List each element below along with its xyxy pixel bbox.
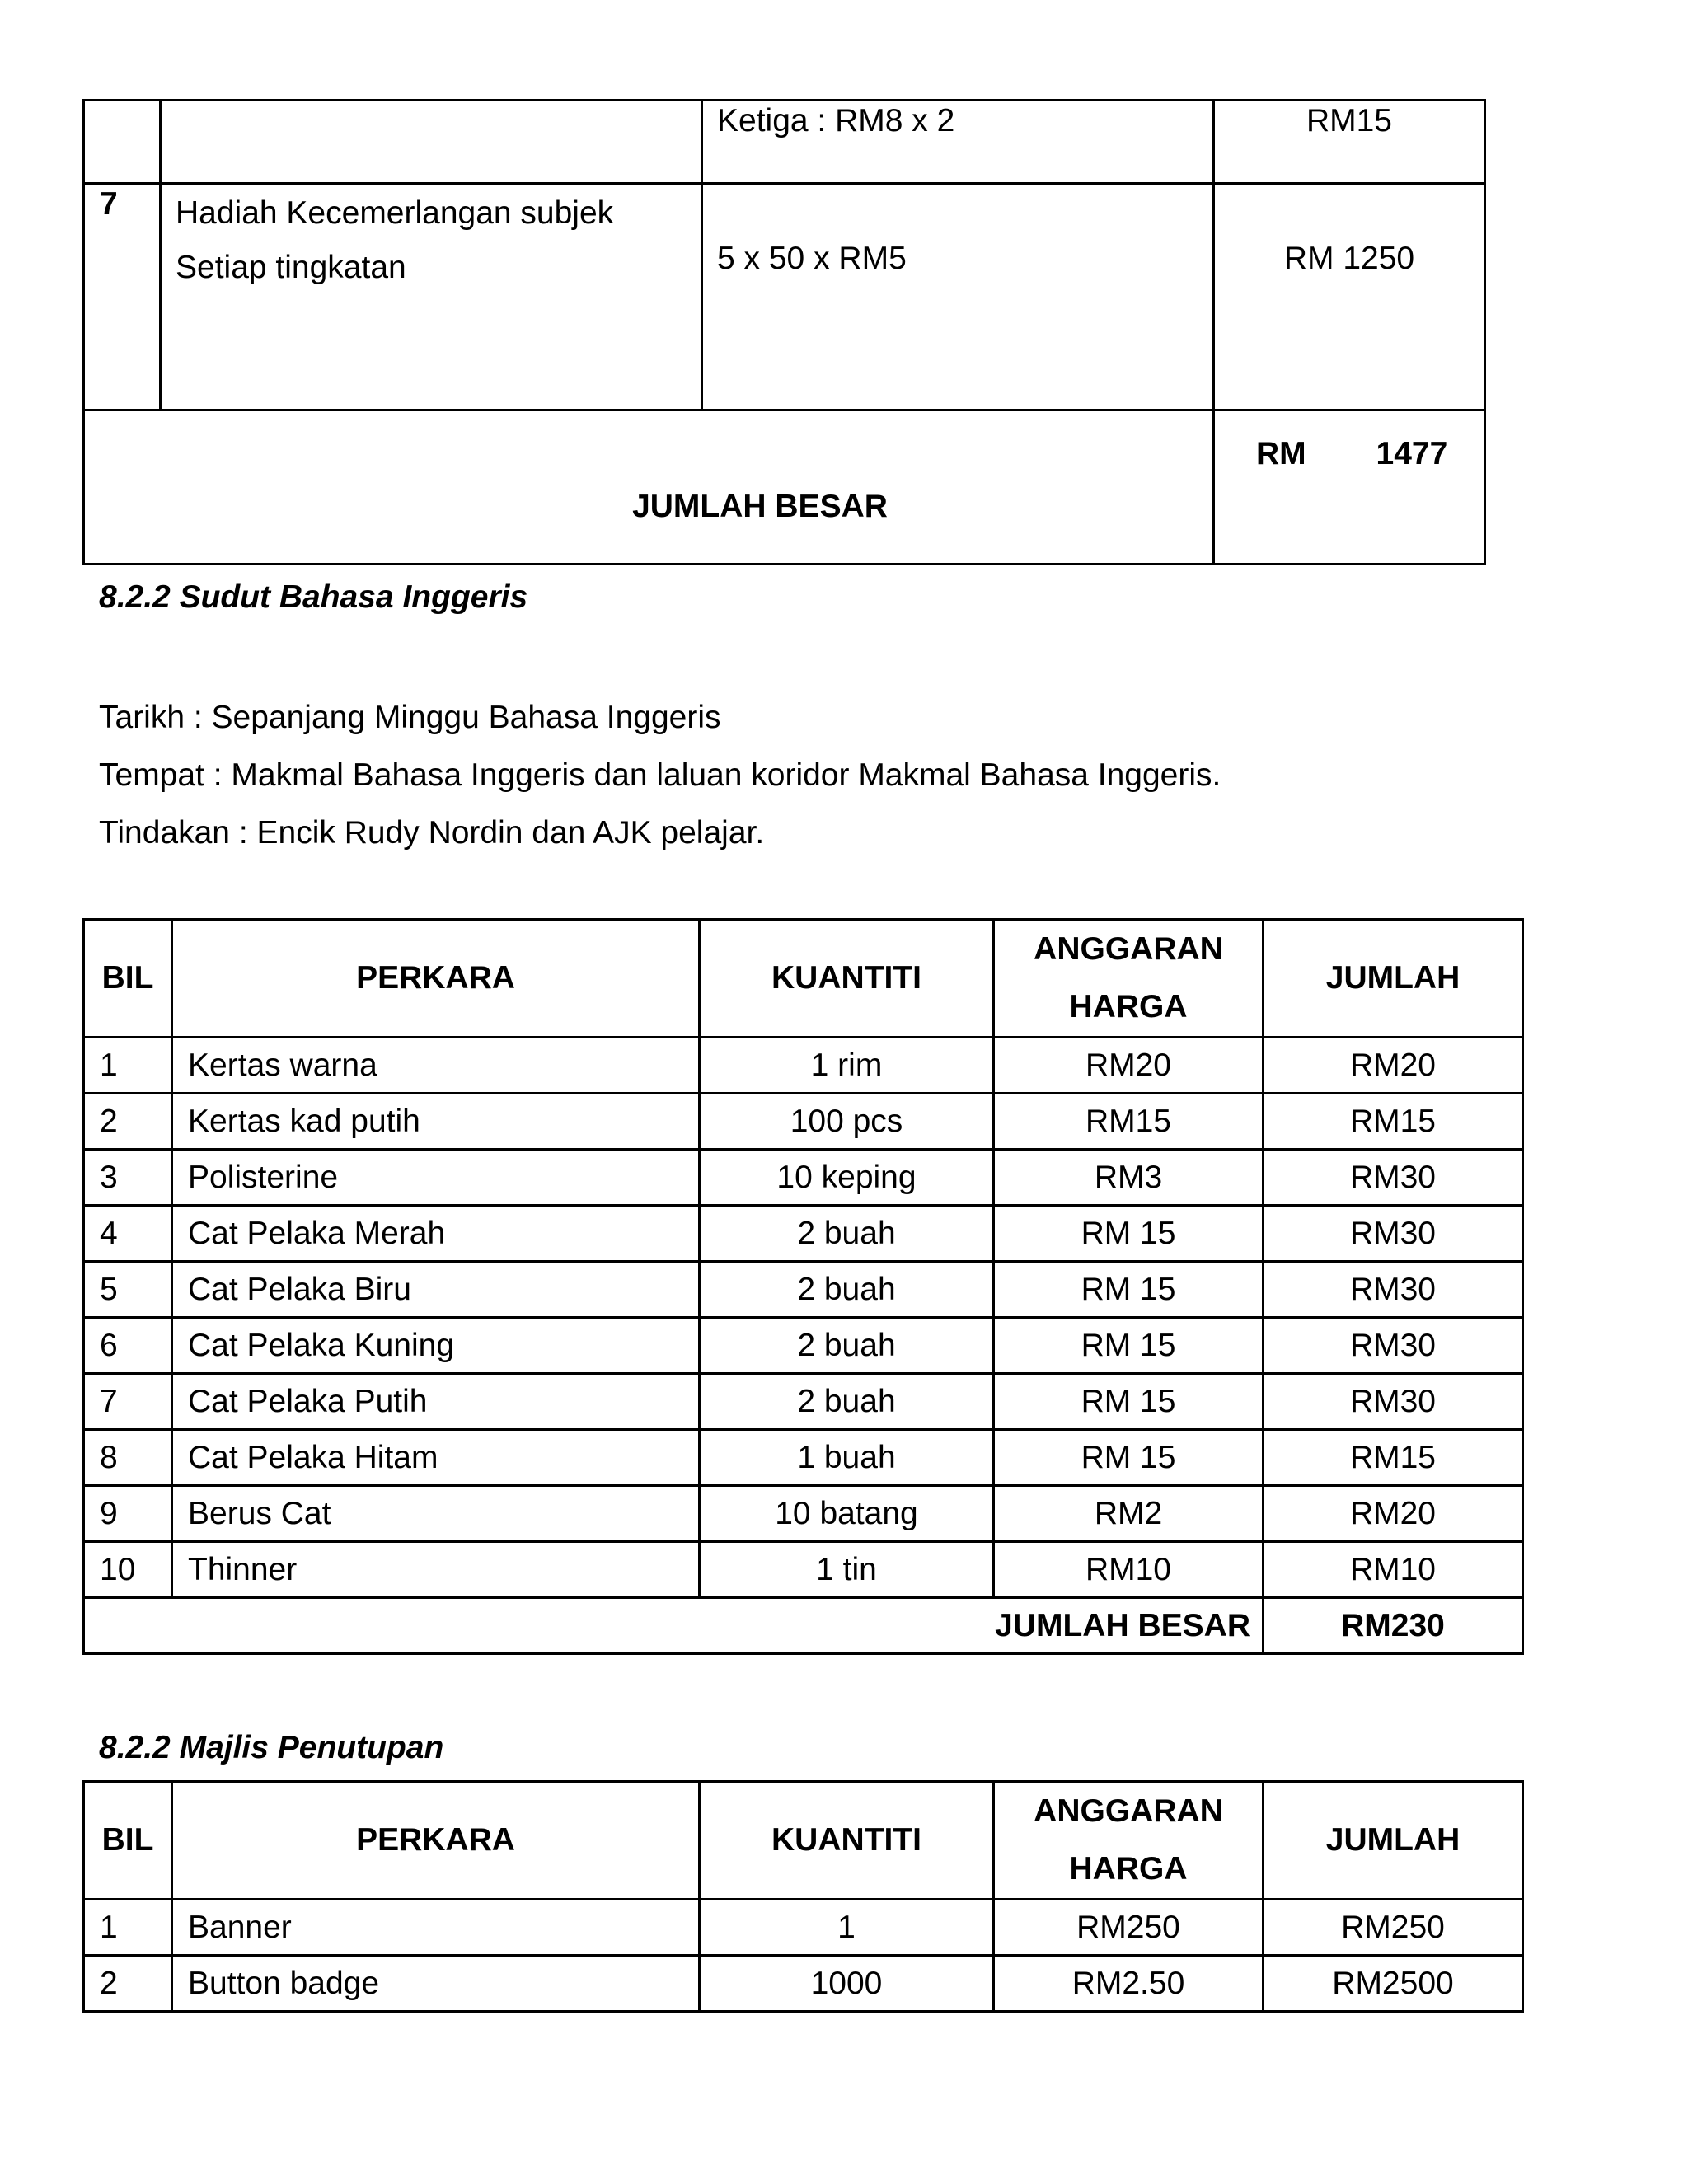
bil-cell: 4 [84,1206,172,1262]
table-row [84,1206,1523,1262]
header-perkara: PERKARA [172,1782,700,1900]
harga-cell: RM 15 [994,1262,1264,1318]
amount-cell: RM 1250 [1214,184,1485,410]
bil-cell: 3 [84,1150,172,1206]
header-bil: BIL [84,1782,172,1900]
harga-cell: RM2.50 [994,1956,1264,2012]
table-row [84,1956,1523,2012]
perkara-cell: Cat Pelaka Merah [172,1206,700,1262]
jumlah-cell: RM30 [1264,1318,1523,1374]
header-bil: BIL [84,920,172,1038]
harga-cell: RM 15 [994,1318,1264,1374]
harga-cell: RM15 [994,1094,1264,1150]
total-value: RM230 [1264,1598,1523,1654]
kuantiti-cell: 100 pcs [700,1094,994,1150]
budget-table-closing-ceremony [82,1780,1524,2013]
bil-cell: 8 [84,1430,172,1486]
item-cell [161,184,702,410]
harga-cell: RM250 [994,1900,1264,1956]
total-label: JUMLAH BESAR [84,410,1214,565]
bil-cell [84,101,161,184]
table-row [84,1374,1523,1430]
jumlah-cell: RM30 [1264,1262,1523,1318]
jumlah-cell: RM250 [1264,1900,1523,1956]
table-row [84,1542,1523,1598]
section-info [99,689,1221,862]
harga-cell: RM 15 [994,1374,1264,1430]
perkara-cell: Kertas kad putih [172,1094,700,1150]
jumlah-cell: RM30 [1264,1150,1523,1206]
table-row [84,1094,1523,1150]
total-amount [1214,410,1485,565]
calc-cell: Ketiga : RM8 x 2 [702,101,1214,184]
bil-cell: 7 [84,1374,172,1430]
header-anggaran-harga [994,1782,1264,1900]
bil-cell: 5 [84,1262,172,1318]
kuantiti-cell: 10 keping [700,1150,994,1206]
perkara-cell: Button badge [172,1956,700,2012]
header-jumlah: JUMLAH [1264,1782,1523,1900]
calc-cell: 5 x 50 x RM5 [702,184,1214,410]
perkara-cell: Kertas warna [172,1038,700,1094]
kuantiti-cell: 2 buah [700,1206,994,1262]
table-row [84,1318,1523,1374]
kuantiti-cell: 1 [700,1900,994,1956]
perkara-cell: Thinner [172,1542,700,1598]
table-row [84,1486,1523,1542]
jumlah-cell: RM30 [1264,1374,1523,1430]
info-date: Tarikh : Sepanjang Minggu Bahasa Inggeris [99,700,721,735]
item-line: Hadiah Kecemerlangan subjek [176,195,614,231]
perkara-cell: Cat Pelaka Kuning [172,1318,700,1374]
bil-cell: 6 [84,1318,172,1374]
total-currency: RM [1256,436,1306,471]
perkara-cell: Banner [172,1900,700,1956]
total-row [84,410,1485,565]
harga-cell: RM 15 [994,1430,1264,1486]
table-row [84,1038,1523,1094]
harga-cell: RM20 [994,1038,1264,1094]
bil-cell: 2 [84,1956,172,2012]
table-row [84,1900,1523,1956]
kuantiti-cell: 1 buah [700,1430,994,1486]
perkara-cell: Cat Pelaka Biru [172,1262,700,1318]
header-anggaran-harga [994,920,1264,1038]
amount-cell: RM15 [1214,101,1485,184]
bil-cell: 2 [84,1094,172,1150]
header-line: ANGGARAN [1034,931,1223,967]
jumlah-cell: RM20 [1264,1486,1523,1542]
table-row [84,101,1485,184]
jumlah-cell: RM15 [1264,1430,1523,1486]
total-value: 1477 [1376,436,1448,471]
kuantiti-cell: 2 buah [700,1262,994,1318]
item-cell [161,101,702,184]
perkara-cell: Cat Pelaka Putih [172,1374,700,1430]
jumlah-cell: RM10 [1264,1542,1523,1598]
header-line: HARGA [1069,989,1188,1024]
item-line: Setiap tingkatan [176,250,406,285]
bil-cell: 1 [84,1900,172,1956]
table-row [84,1150,1523,1206]
header-row [84,920,1523,1038]
section-heading: 8.2.2 Majlis Penutupan [99,1730,444,1765]
kuantiti-cell: 2 buah [700,1318,994,1374]
kuantiti-cell: 2 buah [700,1374,994,1430]
table-row [84,184,1485,410]
harga-cell: RM2 [994,1486,1264,1542]
bil-cell: 7 [84,184,161,410]
harga-cell: RM 15 [994,1206,1264,1262]
header-perkara: PERKARA [172,920,700,1038]
header-kuantiti: KUANTITI [700,920,994,1038]
jumlah-cell: RM30 [1264,1206,1523,1262]
kuantiti-cell: 10 batang [700,1486,994,1542]
table-row [84,1430,1523,1486]
section-heading: 8.2.2 Sudut Bahasa Inggeris [99,579,528,615]
bil-cell: 1 [84,1038,172,1094]
perkara-cell: Cat Pelaka Hitam [172,1430,700,1486]
bil-cell: 10 [84,1542,172,1598]
kuantiti-cell: 1000 [700,1956,994,2012]
jumlah-cell: RM2500 [1264,1956,1523,2012]
harga-cell: RM3 [994,1150,1264,1206]
info-place: Tempat : Makmal Bahasa Inggeris dan laluan koridor Makmal Bahasa Inggeris. [99,757,1221,793]
kuantiti-cell: 1 tin [700,1542,994,1598]
header-row [84,1782,1523,1900]
header-line: HARGA [1069,1851,1188,1886]
jumlah-cell: RM20 [1264,1038,1523,1094]
header-kuantiti: KUANTITI [700,1782,994,1900]
header-line: ANGGARAN [1034,1793,1223,1829]
perkara-cell: Polisterine [172,1150,700,1206]
header-jumlah: JUMLAH [1264,920,1523,1038]
budget-table-english-corner [82,918,1524,1655]
jumlah-cell: RM15 [1264,1094,1523,1150]
harga-cell: RM10 [994,1542,1264,1598]
budget-table-continued [82,99,1486,565]
table-row [84,1262,1523,1318]
total-row [84,1598,1523,1654]
kuantiti-cell: 1 rim [700,1038,994,1094]
perkara-cell: Berus Cat [172,1486,700,1542]
info-action: Tindakan : Encik Rudy Nordin dan AJK pelajar. [99,815,765,851]
total-label: JUMLAH BESAR [84,1598,1264,1654]
bil-cell: 9 [84,1486,172,1542]
